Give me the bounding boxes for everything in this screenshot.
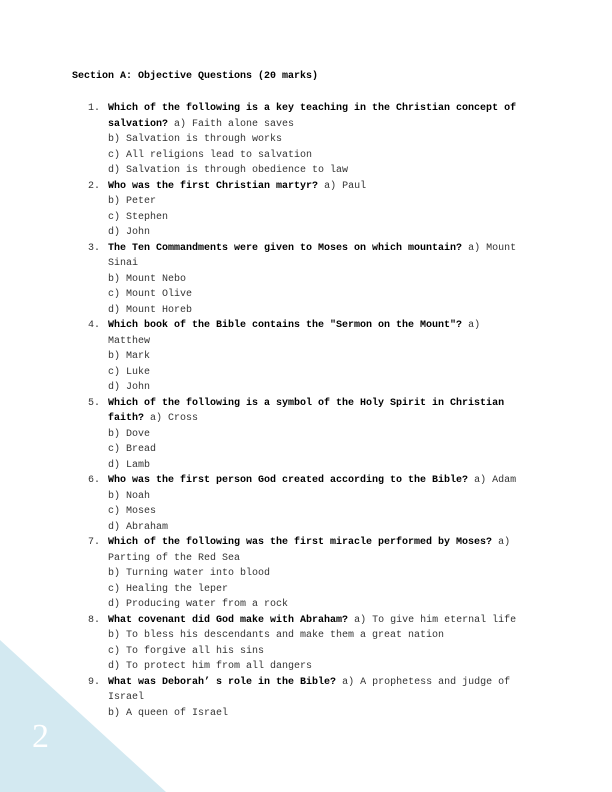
question-list bbox=[88, 101, 528, 721]
question-number: 7. bbox=[88, 537, 101, 548]
answer-option: d) Lamb bbox=[108, 459, 151, 471]
answer-option: b) Mark bbox=[108, 351, 151, 362]
question-text: What was Deborah’ s role in the Bible? bbox=[108, 676, 337, 688]
answer-option: b) Mount Nebo bbox=[108, 273, 187, 285]
page-number: 2 bbox=[32, 718, 49, 755]
answer-option: b) Dove bbox=[108, 428, 151, 440]
question-number: 4. bbox=[88, 320, 101, 331]
answer-option: c) Healing the leper bbox=[108, 583, 229, 595]
answer-option: c) Moses bbox=[108, 506, 157, 517]
question-text: Which of the following is a key teaching in the Christian concept of salvation? bbox=[108, 103, 517, 130]
answer-option: c) Luke bbox=[108, 366, 151, 378]
question-text: Which book of the Bible contains the "Sermon on the Mount"? bbox=[108, 320, 463, 331]
answer-option: a) A prophetess and judge of Israel bbox=[108, 676, 511, 703]
question-item bbox=[88, 535, 528, 613]
answer-option: d) Abraham bbox=[108, 521, 169, 533]
question-number: 9. bbox=[88, 676, 101, 688]
answer-option: d) Salvation is through obedience to law bbox=[108, 165, 349, 176]
question-item bbox=[88, 241, 528, 319]
question-item bbox=[88, 179, 528, 241]
answer-option: b) Salvation is through works bbox=[108, 134, 283, 145]
question-item bbox=[88, 318, 528, 396]
answer-option: c) Bread bbox=[108, 444, 157, 455]
answer-option: b) Peter bbox=[108, 196, 157, 207]
answer-option: c) All religions lead to salvation bbox=[108, 149, 313, 161]
answer-option: d) John bbox=[108, 227, 151, 238]
question-item bbox=[88, 396, 528, 474]
question-text: Who was the first person God created according to the Bible? bbox=[108, 475, 469, 486]
question-item bbox=[88, 613, 528, 675]
question-text: Which of the following is a symbol of the Holy Spirit in Christian faith? bbox=[108, 397, 505, 424]
answer-option: d) Mount Horeb bbox=[108, 304, 193, 316]
question-item bbox=[88, 675, 528, 722]
question-number: 3. bbox=[88, 242, 101, 254]
question-text: The Ten Commandments were given to Moses on which mountain? bbox=[108, 242, 463, 254]
question-item bbox=[88, 473, 528, 535]
answer-option: a) To give him eternal life bbox=[354, 614, 517, 626]
answer-option: b) Noah bbox=[108, 490, 151, 502]
question-text: Who was the first Christian martyr? bbox=[108, 180, 319, 192]
answer-option: c) Mount Olive bbox=[108, 289, 193, 300]
answer-option: a) Paul bbox=[324, 180, 367, 192]
answer-option: a) Mount Sinai bbox=[108, 242, 517, 269]
section-title: Section A: Objective Questions (20 marks) bbox=[72, 71, 319, 82]
answer-option: b) Turning water into blood bbox=[108, 568, 271, 579]
question-item bbox=[88, 101, 528, 179]
answer-option: c) To forgive all his sins bbox=[108, 645, 265, 657]
answer-option: d) Producing water from a rock bbox=[108, 599, 289, 610]
answer-option: d) John bbox=[108, 382, 151, 393]
question-number: 8. bbox=[88, 614, 101, 626]
answer-option: a) Adam bbox=[474, 475, 517, 486]
answer-option: a) Cross bbox=[150, 413, 199, 424]
answer-option: a) Matthew bbox=[108, 320, 481, 347]
question-number: 2. bbox=[88, 180, 101, 192]
answer-option: b) A queen of Israel bbox=[108, 707, 229, 719]
question-number: 5. bbox=[88, 397, 101, 409]
answer-option: d) To protect him from all dangers bbox=[108, 661, 313, 672]
answer-option: a) Parting of the Red Sea bbox=[108, 537, 511, 564]
answer-option: a) Faith alone saves bbox=[174, 118, 295, 130]
answer-option: c) Stephen bbox=[108, 211, 169, 223]
question-number: 6. bbox=[88, 475, 101, 486]
question-text: What covenant did God make with Abraham? bbox=[108, 614, 349, 626]
question-text: Which of the following was the first miracle performed by Moses? bbox=[108, 537, 493, 548]
question-number: 1. bbox=[88, 103, 101, 114]
answer-option: b) To bless his descendants and make them a great nation bbox=[108, 630, 445, 641]
